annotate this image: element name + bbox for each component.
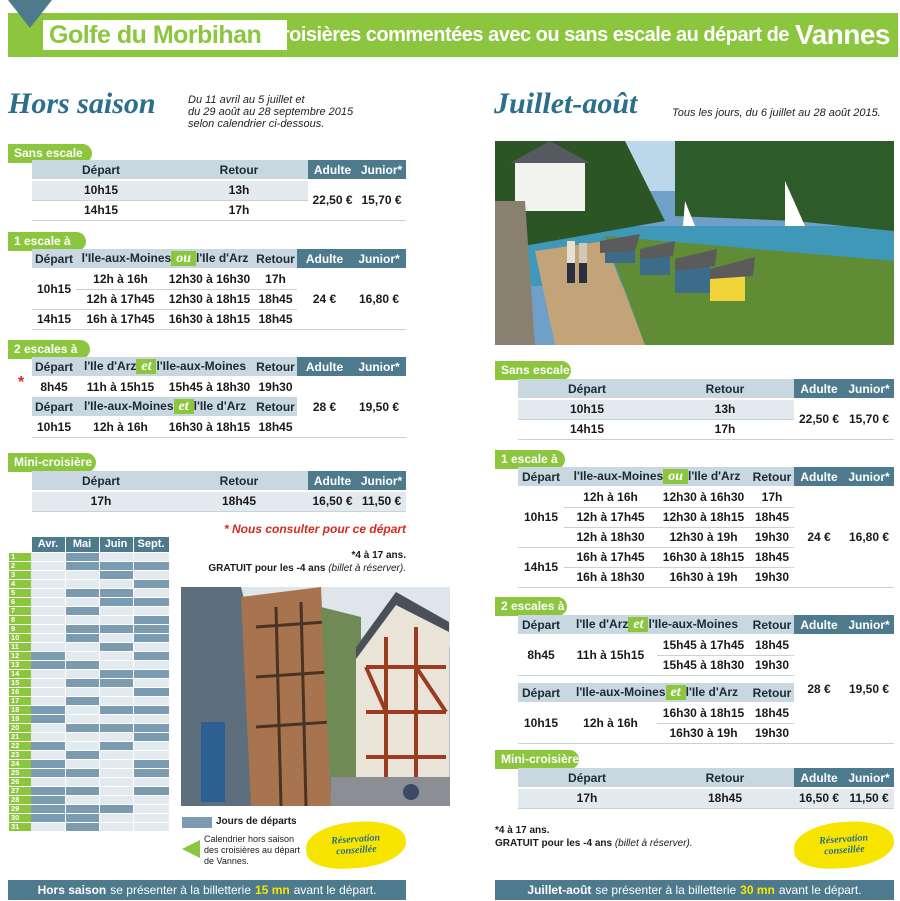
calendar-day: 7 — [9, 606, 31, 615]
calendar-row — [9, 606, 169, 615]
calendar-row — [9, 597, 169, 606]
calendar-cell — [99, 615, 133, 624]
calendar-day: 11 — [9, 642, 31, 651]
section-deux-escales: 2 escales à — [8, 340, 90, 359]
calendar-cell — [99, 723, 133, 732]
calendar-cell — [65, 741, 99, 750]
calendar-cell — [31, 669, 65, 678]
calendar-row — [9, 660, 169, 669]
calendar-day: 18 — [9, 705, 31, 714]
calendar-cell — [65, 687, 99, 696]
calendar-row — [9, 624, 169, 633]
calendar-cell — [133, 597, 169, 606]
calendar-cell — [133, 750, 169, 759]
footer-right: Juillet-août se présenter à la billetterie 30 mn avant le départ. — [495, 880, 894, 900]
section-mini-croisiere: Mini-croisière — [8, 453, 96, 472]
calendar-row — [9, 651, 169, 660]
right-title: Juillet-août — [494, 87, 638, 120]
calendar-row — [9, 786, 169, 795]
calendar-row — [9, 768, 169, 777]
calendar-cell — [133, 633, 169, 642]
footer-left: Hors saison se présenter à la billetterie 15 mn avant le départ. — [8, 880, 406, 900]
left-age-note: *4 à 17 ans. GRATUIT pour les -4 ans (billet à réserver). — [208, 550, 406, 574]
calendar-row — [9, 678, 169, 687]
legend-swatch — [182, 817, 212, 828]
calendar-cell — [99, 642, 133, 651]
calendar-cell — [31, 705, 65, 714]
calendar-day: 12 — [9, 651, 31, 660]
calendar-cell — [65, 795, 99, 804]
calendar-cell — [99, 678, 133, 687]
calendar-cell — [65, 759, 99, 768]
calendar-cell — [31, 813, 65, 822]
calendar-row — [9, 804, 169, 813]
calendar-day: 30 — [9, 813, 31, 822]
calendar-cell — [133, 813, 169, 822]
calendar-cell — [31, 759, 65, 768]
calendar-day: 2 — [9, 561, 31, 570]
calendar-cell — [99, 624, 133, 633]
calendar-cell — [31, 678, 65, 687]
legend-departs: Jours de départs — [216, 816, 297, 827]
calendar-cell — [65, 633, 99, 642]
calendar-day: 20 — [9, 723, 31, 732]
calendar-cell — [99, 606, 133, 615]
legend-calendar: Calendrier hors saison des croisières au départ de Vannes. — [204, 834, 301, 866]
calendar-cell — [65, 669, 99, 678]
calendar-day: 25 — [9, 768, 31, 777]
calendar-cell — [31, 588, 65, 597]
calendar-cell — [31, 750, 65, 759]
calendar-cell — [31, 723, 65, 732]
calendar-cell — [31, 804, 65, 813]
calendar-cell — [133, 723, 169, 732]
calendar-cell — [65, 705, 99, 714]
calendar-cell — [99, 759, 133, 768]
table-sans-escale: Départ Retour Adulte Junior* 10h15 13h 22,50 € 15,70 € 14h15 17h — [32, 160, 406, 221]
calendar-day: 23 — [9, 750, 31, 759]
calendar-day: 27 — [9, 786, 31, 795]
table-deux-escales: Départ l'Ile d'Arz et l'Ile-aux-Moines Retour Adulte Junior* 8h45 11h à 15h15 15h45 à 18h30 19h30 28 € 19,50 € Départ l'Ile-aux-Moines et l'Ile d'Arz Retour 10h15 12h à 16h 16h30 à 18h15 18h45 — [32, 357, 406, 438]
calendar-cell — [99, 561, 133, 570]
reservation-badge-left: Réservation conseillée — [305, 819, 408, 872]
calendar-cell — [65, 750, 99, 759]
calendar-cell — [99, 696, 133, 705]
vannes-street-photo — [181, 587, 450, 806]
section-sans-escale: Sans escale — [8, 144, 92, 163]
calendar-cell — [31, 642, 65, 651]
section-mini-croisiere-r: Mini-croisière — [495, 750, 579, 769]
calendar-cell — [133, 822, 169, 831]
calendar-cell — [31, 768, 65, 777]
calendar-cell — [31, 606, 65, 615]
calendar-row — [9, 588, 169, 597]
calendar-cell — [65, 696, 99, 705]
calendar-day: 4 — [9, 579, 31, 588]
calendar-cell — [99, 804, 133, 813]
calendar-cell — [133, 660, 169, 669]
calendar-row — [9, 732, 169, 741]
calendar-cell — [133, 624, 169, 633]
consult-note: * Nous consulter pour ce départ — [224, 522, 407, 536]
calendar-day: 10 — [9, 633, 31, 642]
calendar-cell — [31, 777, 65, 786]
calendar-cell — [133, 732, 169, 741]
calendar-cell — [31, 570, 65, 579]
calendar-cell — [65, 597, 99, 606]
calendar-cell — [31, 579, 65, 588]
calendar-cell — [133, 759, 169, 768]
asterisk-mark: * — [18, 374, 25, 391]
calendar-day: 31 — [9, 822, 31, 831]
calendar-cell — [65, 606, 99, 615]
calendar-cell — [99, 651, 133, 660]
table-une-escale: Départ l'Ile-aux-Moines ou l'Ile d'Arz Retour Adulte Junior* 10h15 12h à 16h 12h30 à 16h30 17h 24 € 16,80 € 12h à 17h45 12h30 à 18h15 18h45 14h15 16h à 17h45 16h30 à 18h15 18h45 — [32, 249, 406, 330]
calendar-day: 17 — [9, 696, 31, 705]
calendar-day: 15 — [9, 678, 31, 687]
calendar-cell — [99, 597, 133, 606]
calendar-cell — [31, 822, 65, 831]
banner-subtitle: Croisières commentées avec ou sans escale au départ de Vannes — [267, 19, 890, 50]
calendar-day: 26 — [9, 777, 31, 786]
calendar-cell — [99, 570, 133, 579]
calendar-cell — [133, 696, 169, 705]
calendar-cell — [133, 741, 169, 750]
calendar-cell — [65, 615, 99, 624]
reservation-badge-right: Réservation conseillée — [793, 819, 896, 872]
calendar-day: 24 — [9, 759, 31, 768]
calendar-cell — [31, 696, 65, 705]
calendar-cell — [133, 615, 169, 624]
calendar-cell — [99, 588, 133, 597]
calendar-cell — [31, 786, 65, 795]
calendar-cell — [65, 813, 99, 822]
calendar-cell — [65, 804, 99, 813]
calendar-row — [9, 714, 169, 723]
calendar-cell — [133, 669, 169, 678]
calendar-table: Avr. Mai Juin Sept. 1 2 3 4 5 6 7 8 9 10 11 12 13 14 15 16 17 18 19 20 21 22 23 24 25 26 27 28 29 30 31 — [9, 537, 170, 832]
calendar-row — [9, 669, 169, 678]
calendar-cell — [133, 768, 169, 777]
calendar-cell — [99, 750, 133, 759]
calendar-cell — [99, 795, 133, 804]
calendar-cell — [31, 795, 65, 804]
calendar-cell — [31, 741, 65, 750]
calendar-cell — [65, 570, 99, 579]
calendar-day: 8 — [9, 615, 31, 624]
calendar-row — [9, 687, 169, 696]
calendar-row — [9, 615, 169, 624]
calendar-cell — [65, 624, 99, 633]
calendar-cell — [65, 552, 99, 561]
calendar-cell — [65, 588, 99, 597]
section-une-escale: 1 escale à — [8, 232, 86, 251]
calendar-row — [9, 777, 169, 786]
right-dates: Tous les jours, du 6 juillet au 28 août 2015. — [672, 107, 881, 119]
left-title: Hors saison — [8, 87, 156, 120]
calendar-day: 16 — [9, 687, 31, 696]
calendar-cell — [65, 678, 99, 687]
calendar-cell — [65, 786, 99, 795]
calendar-row — [9, 813, 169, 822]
calendar-cell — [133, 561, 169, 570]
section-une-escale-r: 1 escale à — [495, 450, 565, 469]
calendar-cell — [99, 705, 133, 714]
calendar-cell — [31, 624, 65, 633]
calendar-cell — [133, 552, 169, 561]
table-mini-croisiere-r: Départ Retour Adulte Junior* 17h 18h45 16,50 € 11,50 € — [518, 768, 894, 809]
calendar-cell — [65, 660, 99, 669]
calendar-cell — [133, 804, 169, 813]
calendar-day: 3 — [9, 570, 31, 579]
calendar-cell — [133, 642, 169, 651]
section-deux-escales-r: 2 escales à — [495, 597, 567, 616]
calendar-cell — [99, 669, 133, 678]
calendar-row — [9, 759, 169, 768]
calendar-cell — [133, 786, 169, 795]
calendar-cell — [99, 822, 133, 831]
legend-arrow-icon — [182, 840, 200, 858]
calendar-row — [9, 705, 169, 714]
calendar-cell — [31, 597, 65, 606]
table-deux-escales-r: Départ l'Ile d'Arz et l'Ile-aux-Moines Retour Adulte Junior* 8h45 11h à 15h15 15h45 à 17h45 18h45 28 € 19,50 € 15h45 à 18h30 19h30 Départ l'Ile-aux-Moines et l'Ile d'Arz Retour 10h15 12h à 16h 16h30 à 18h15 18h45 16h30 à 19h 19h30 — [518, 615, 894, 744]
calendar-cell — [31, 633, 65, 642]
calendar-day: 21 — [9, 732, 31, 741]
banner-title: Golfe du Morbihan — [40, 17, 290, 53]
calendar-cell — [99, 687, 133, 696]
calendar-cell — [31, 552, 65, 561]
calendar-cell — [65, 768, 99, 777]
right-age-note: *4 à 17 ans. GRATUIT pour les -4 ans (billet à réserver). — [495, 825, 693, 849]
calendar-cell — [31, 651, 65, 660]
calendar-cell — [99, 786, 133, 795]
calendar-day: 1 — [9, 552, 31, 561]
calendar-cell — [133, 687, 169, 696]
calendar-row — [9, 642, 169, 651]
table-mini-croisiere: Départ Retour Adulte Junior* 17h 18h45 16,50 € 11,50 € — [32, 471, 406, 512]
table-sans-escale-r: Départ Retour Adulte Junior* 10h15 13h 22,50 € 15,70 € 14h15 17h — [518, 379, 894, 440]
calendar-row — [9, 741, 169, 750]
section-sans-escale-r: Sans escale — [495, 361, 571, 380]
calendar-cell — [133, 588, 169, 597]
calendar-cell — [65, 777, 99, 786]
calendar-day: 19 — [9, 714, 31, 723]
calendar-cell — [65, 651, 99, 660]
calendar-cell — [65, 561, 99, 570]
calendar-day: 28 — [9, 795, 31, 804]
calendar-cell — [31, 732, 65, 741]
calendar-cell — [133, 705, 169, 714]
calendar-cell — [65, 822, 99, 831]
calendar-cell — [99, 714, 133, 723]
calendar-row — [9, 552, 169, 561]
calendar-cell — [65, 723, 99, 732]
calendar-cell — [99, 813, 133, 822]
calendar-row — [9, 570, 169, 579]
calendar-cell — [31, 561, 65, 570]
calendar-row — [9, 696, 169, 705]
calendar-row — [9, 633, 169, 642]
calendar-cell — [99, 768, 133, 777]
calendar-cell — [133, 570, 169, 579]
calendar-cell — [65, 714, 99, 723]
coast-photo — [495, 141, 894, 345]
calendar-cell — [133, 606, 169, 615]
calendar-cell — [99, 741, 133, 750]
calendar-cell — [99, 579, 133, 588]
calendar-row — [9, 723, 169, 732]
calendar-cell — [133, 678, 169, 687]
calendar-cell — [99, 633, 133, 642]
calendar-day: 9 — [9, 624, 31, 633]
calendar-cell — [65, 642, 99, 651]
calendar-cell — [99, 777, 133, 786]
calendar-row — [9, 561, 169, 570]
calendar-row — [9, 579, 169, 588]
calendar-row — [9, 822, 169, 831]
calendar-day: 14 — [9, 669, 31, 678]
calendar-day: 13 — [9, 660, 31, 669]
calendar-cell — [31, 687, 65, 696]
calendar-cell — [65, 732, 99, 741]
calendar-cell — [99, 660, 133, 669]
calendar-cell — [133, 579, 169, 588]
calendar-cell — [133, 714, 169, 723]
calendar-cell — [133, 651, 169, 660]
calendar-cell — [31, 615, 65, 624]
calendar-cell — [99, 552, 133, 561]
calendar-row — [9, 795, 169, 804]
table-une-escale-r: Départ l'Ile-aux-Moines ou l'Ile d'Arz Retour Adulte Junior* 10h15 12h à 16h 12h30 à 16h30 17h 24 € 16,80 € 12h à 17h45 12h30 à 18h15 18h45 12h à 18h30 12h30 à 19h 19h30 14h15 16h à 17h45 16h30 à 18h15 18h45 16h à 18h30 16h30 à 19h 19h30 — [518, 467, 894, 588]
calendar-cell — [31, 714, 65, 723]
left-dates: Du 11 avril au 5 juillet et du 29 août au 28 septembre 2015 selon calendrier ci-dessous. — [188, 94, 354, 130]
calendar — [9, 537, 169, 832]
calendar-day: 29 — [9, 804, 31, 813]
calendar-cell — [65, 579, 99, 588]
calendar-cell — [99, 732, 133, 741]
calendar-cell — [31, 660, 65, 669]
calendar-cell — [133, 777, 169, 786]
calendar-day: 22 — [9, 741, 31, 750]
calendar-day: 6 — [9, 597, 31, 606]
calendar-row — [9, 750, 169, 759]
calendar-cell — [133, 795, 169, 804]
calendar-day: 5 — [9, 588, 31, 597]
